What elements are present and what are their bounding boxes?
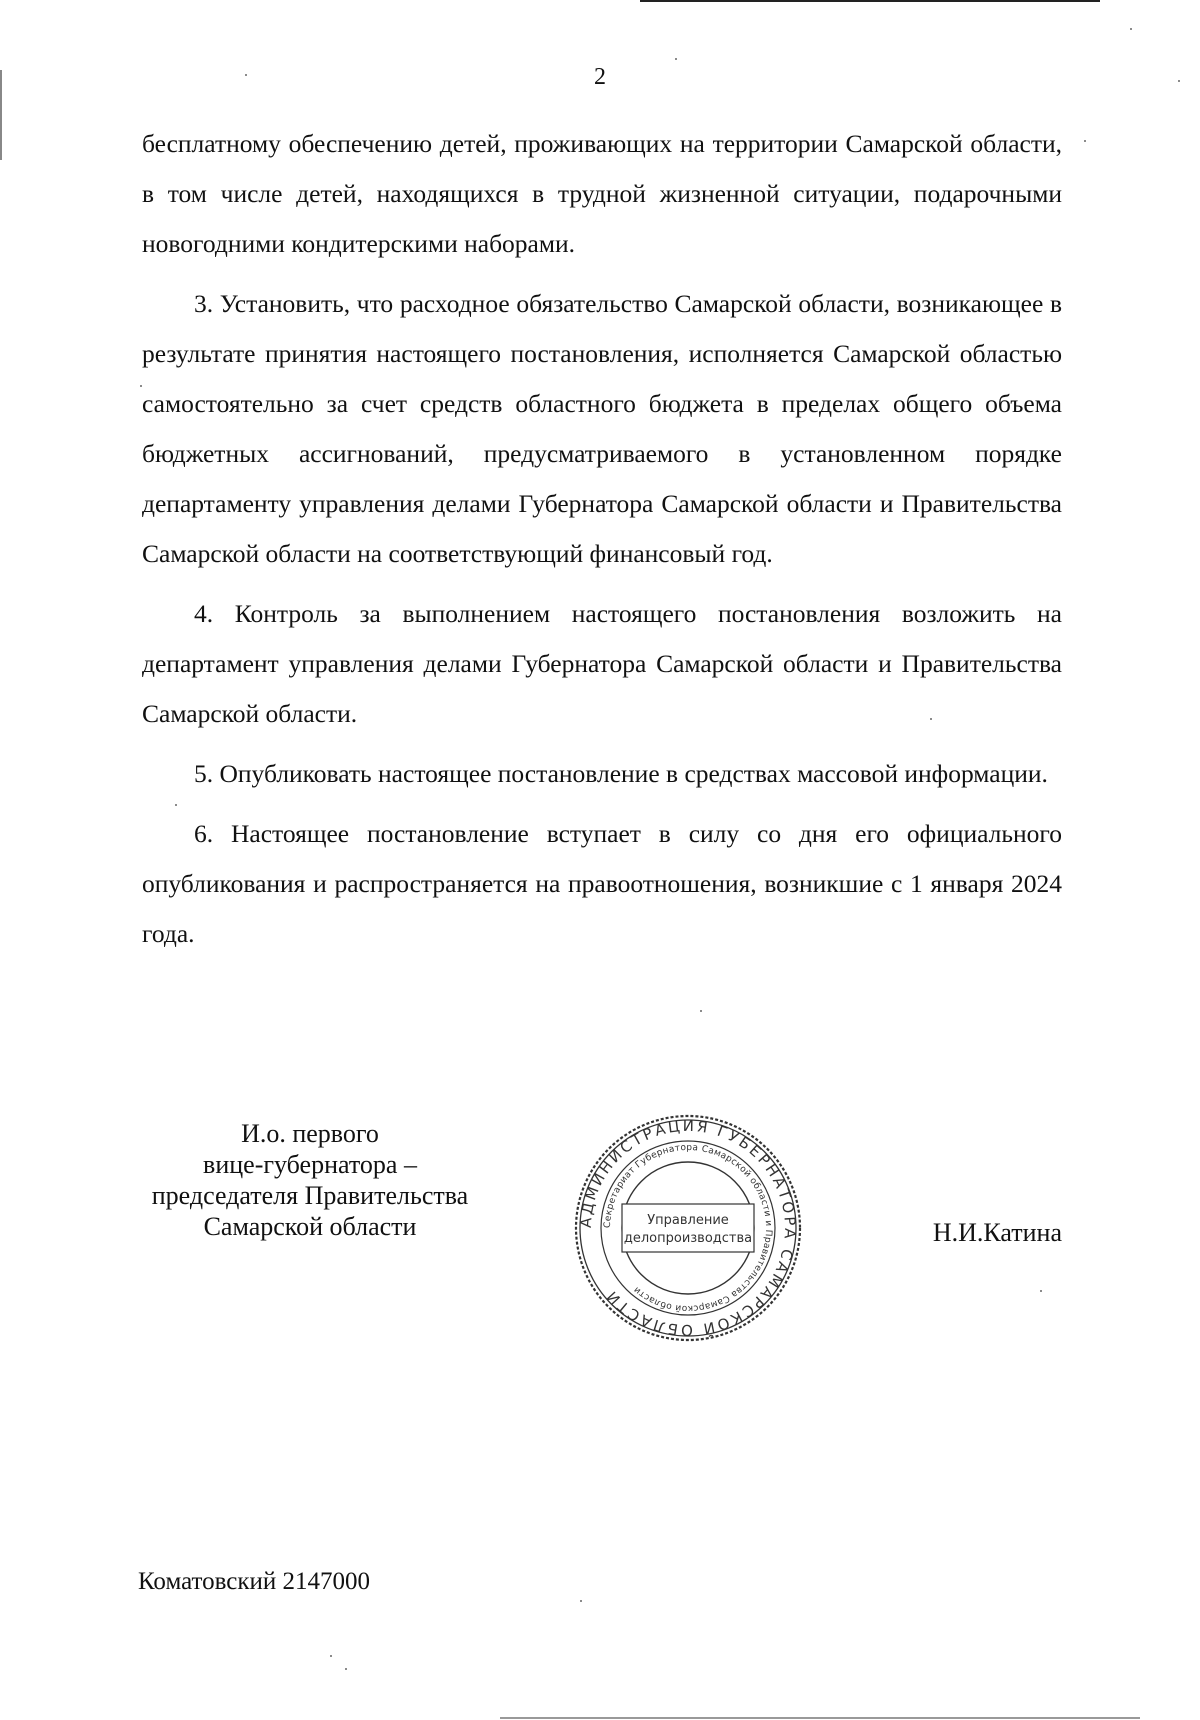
page-number: 2 (594, 64, 606, 90)
scan-speck (930, 718, 932, 720)
scan-speck (140, 385, 142, 387)
stamp-outer-text: АДМИНИСТРАЦИЯ ГУБЕРНАТОРА САМАРСКОЙ ОБЛАСТИ (576, 1116, 800, 1340)
position-line: председателя Правительства (151, 1181, 469, 1210)
scan-speck (700, 1010, 702, 1012)
paragraph-item-5: 5. Опубликовать настоящее постановление в средствах массовой информации. (194, 759, 1048, 788)
scan-speck (330, 1655, 332, 1657)
scan-speck (1040, 1290, 1042, 1292)
scan-speck (345, 1668, 347, 1670)
paragraph-item-3: 3. Установить, что расходное обязательство Самарской области, возникающее в результате принятия настоящего постановления, исполняется Самарской областью самостоятельно за счет средств областного бюджета в пределах общего объема бюджетных ассигнований, предусматриваемого в установленном порядке департаменту управления делами Губернатора Самарской области и Правительства Самарской области на соответствующий финансовый год. (142, 289, 1062, 568)
scan-speck (175, 804, 177, 806)
signatory-name: Н.И.Катина (932, 1218, 1062, 1247)
executor-note: Коматовский 2147000 (138, 1568, 371, 1595)
scan-edge-left (0, 70, 2, 160)
paragraph-item-6: 6. Настоящее постановление вступает в силу со дня его официального опубликования и распространяется на правоотношения, возникшие с 1 января 2024 года. (142, 819, 1062, 948)
scan-edge-bottom (500, 1717, 1140, 1719)
position-line: вице-губернатора – (203, 1150, 417, 1179)
scan-speck (675, 58, 677, 60)
paragraph-continuation: бесплатному обеспечению детей, проживающих на территории Самарской области, в том числе детей, находящихся в трудной жизненной ситуации, подарочными новогодними кондитерскими наборами. (142, 129, 1062, 258)
position-line: И.о. первого (241, 1119, 379, 1148)
stamp-center-line-2: делопроизводства (623, 1231, 753, 1246)
position-line: Самарской области (203, 1212, 417, 1241)
scan-edge-top (640, 0, 1100, 2)
stamp-center-line-1: Управление (647, 1213, 729, 1228)
scan-speck (1084, 140, 1086, 142)
official-stamp (572, 1112, 804, 1344)
scan-speck (1178, 80, 1180, 82)
paragraph-item-4: 4. Контроль за выполнением настоящего постановления возложить на департамент управления делами Губернатора Самарской области и Правительства Самарской области. (142, 599, 1062, 728)
scan-speck (245, 74, 247, 76)
signatory-position (120, 1118, 500, 1242)
stamp-inner-text: Секретариат Губернатора Самарской области и Правительства Самарской области (602, 1142, 774, 1314)
scan-speck (580, 1600, 582, 1602)
document-body (142, 119, 1062, 959)
scan-speck (1130, 28, 1132, 30)
